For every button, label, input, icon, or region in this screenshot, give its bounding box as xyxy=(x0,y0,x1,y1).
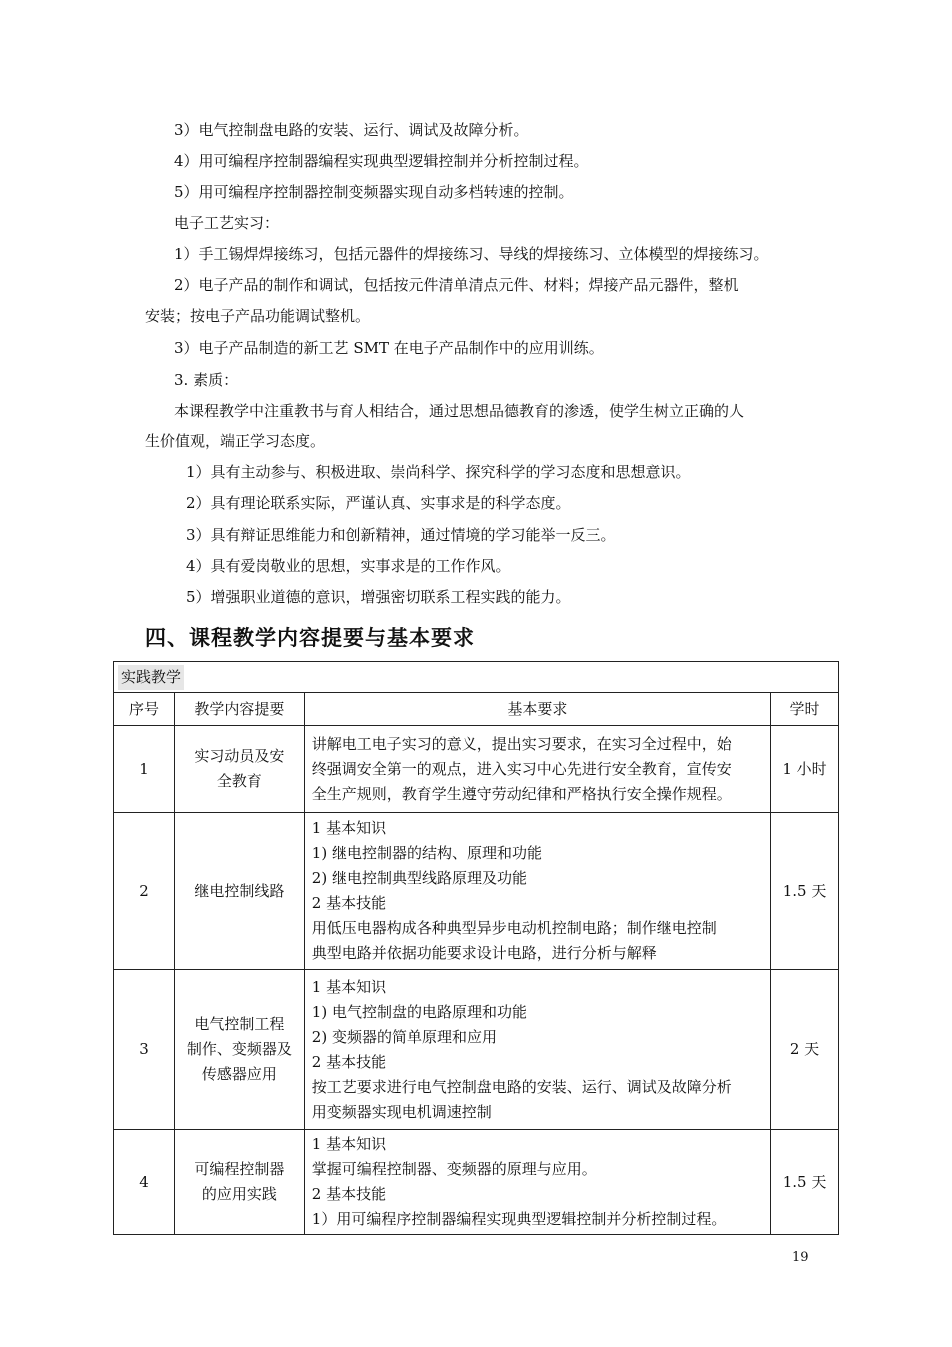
table-row xyxy=(114,970,839,1130)
column-header: 教学内容提要 xyxy=(174,693,304,726)
requirement-line: 1）用可编程序控制器编程实现典型逻辑控制并分析控制过程。 xyxy=(311,1210,727,1228)
requirement-line: 终强调安全第一的观点，进入实习中心先进行安全教育，宣传安 xyxy=(311,759,732,778)
topic-line: 的应用实践 xyxy=(201,1185,277,1203)
paragraph-line: 4）具有爱岗敬业的思想，实事求是的工作作风。 xyxy=(186,557,511,575)
requirement-line: 讲解电工电子实习的意义，提出实习要求，在实习全过程中，始 xyxy=(311,734,732,753)
paragraph-line: 本课程教学中注重教书与育人相结合，通过思想品德教育的渗透，使学生树立正确的人 xyxy=(174,402,745,420)
paragraph-line: 3）电子产品制造的新工艺 SMT 在电子产品制作中的应用训练。 xyxy=(174,339,604,357)
requirement-line: 全生产规则，教育学生遵守劳动纪律和严格执行安全操作规程。 xyxy=(311,784,732,803)
subsection-label: 电子工艺实习： xyxy=(174,214,280,232)
hours-cell: 1.5 天 xyxy=(771,813,839,970)
topic-line: 实习动员及安 xyxy=(194,747,285,765)
hours-cell: 1.5 天 xyxy=(771,1130,839,1235)
requirement-line: 典型电路并依据功能要求设计电路，进行分析与解释 xyxy=(311,944,657,962)
row-number: 2 xyxy=(114,813,175,970)
requirement-line: 1 基本知识 xyxy=(311,977,387,996)
requirement-line: 1) 电气控制盘的电路原理和功能 xyxy=(311,1002,527,1021)
row-number: 4 xyxy=(114,1130,175,1235)
practice-table xyxy=(113,661,839,1235)
row-number: 3 xyxy=(114,970,175,1130)
paragraph-line: 1）具有主动参与、积极进取、崇尚科学、探究科学的学习态度和思想意识。 xyxy=(186,463,691,481)
requirement-line: 2) 变频器的简单原理和应用 xyxy=(311,1027,497,1046)
requirement-cell xyxy=(304,970,770,1130)
requirement-line: 2 基本技能 xyxy=(311,1185,387,1203)
column-header: 学时 xyxy=(771,693,839,726)
requirement-cell xyxy=(304,726,770,813)
column-header: 序号 xyxy=(114,693,175,726)
topic-line: 传感器应用 xyxy=(201,1065,277,1083)
topic-cell xyxy=(174,970,304,1130)
hours-cell: 2 天 xyxy=(771,970,839,1130)
paragraph-line: 生价值观，端正学习态度。 xyxy=(145,432,326,450)
table-row xyxy=(114,726,839,813)
table-row xyxy=(114,813,839,970)
paragraph-line: 3）电气控制盘电路的安装、运行、调试及故障分析。 xyxy=(174,121,529,139)
paragraph-line: 安装；按电子产品功能调试整机。 xyxy=(145,307,371,325)
requirement-line: 1 基本知识 xyxy=(311,1135,387,1153)
requirement-line: 掌握可编程控制器、变频器的原理与应用。 xyxy=(311,1160,597,1178)
hours-cell: 1 小时 xyxy=(771,726,839,813)
topic-cell xyxy=(174,726,304,813)
paragraph-line: 5）增强职业道德的意识，增强密切联系工程实践的能力。 xyxy=(186,588,571,606)
paragraph-line: 3）具有辩证思维能力和创新精神，通过情境的学习能举一反三。 xyxy=(186,526,616,544)
topic-line: 继电控制线路 xyxy=(194,881,285,900)
topic-line: 全教育 xyxy=(216,772,262,790)
row-number: 1 xyxy=(114,726,175,813)
table-row xyxy=(114,1130,839,1235)
requirement-line: 2 基本技能 xyxy=(311,1052,387,1071)
requirement-line: 按工艺要求进行电气控制盘电路的安装、运行、调试及故障分析 xyxy=(311,1077,732,1096)
subsection-label: 3. 素质： xyxy=(174,371,239,389)
requirement-line: 用低压电器构成各种典型异步电动机控制电路；制作继电控制 xyxy=(311,919,717,937)
requirement-line: 1) 继电控制器的结构、原理和功能 xyxy=(311,844,542,862)
requirement-cell xyxy=(304,1130,770,1235)
requirement-cell xyxy=(304,813,770,970)
section-heading: 四、课程教学内容提要与基本要求 xyxy=(145,626,475,650)
paragraph-line: 5）用可编程序控制器控制变频器实现自动多档转速的控制。 xyxy=(174,183,574,201)
table-header-row xyxy=(114,693,839,726)
topic-line: 可编程控制器 xyxy=(194,1160,285,1178)
topic-line: 制作、变频器及 xyxy=(186,1040,292,1058)
table-caption: 实践教学 xyxy=(118,665,184,690)
table-caption-row xyxy=(114,662,839,693)
requirement-line: 2 基本技能 xyxy=(311,894,387,912)
requirement-line: 用变频器实现电机调速控制 xyxy=(311,1102,492,1121)
paragraph-line: 2）电子产品的制作和调试，包括按元件清单清点元件、材料；焊接产品元器件，整机 xyxy=(174,276,739,294)
paragraph-line: 1）手工锡焊焊接练习，包括元器件的焊接练习、导线的焊接练习、立体模型的焊接练习。 xyxy=(174,245,769,263)
page-number: 19 xyxy=(792,1250,809,1265)
paragraph-line: 2）具有理论联系实际，严谨认真、实事求是的科学态度。 xyxy=(186,494,571,512)
requirement-line: 2) 继电控制典型线路原理及功能 xyxy=(311,869,527,887)
topic-cell xyxy=(174,1130,304,1235)
topic-line: 电气控制工程 xyxy=(194,1015,285,1033)
table-caption-cell xyxy=(114,662,839,693)
requirement-line: 1 基本知识 xyxy=(311,819,387,837)
column-header: 基本要求 xyxy=(304,693,770,726)
topic-cell xyxy=(174,813,304,970)
paragraph-line: 4）用可编程序控制器编程实现典型逻辑控制并分析控制过程。 xyxy=(174,152,589,170)
